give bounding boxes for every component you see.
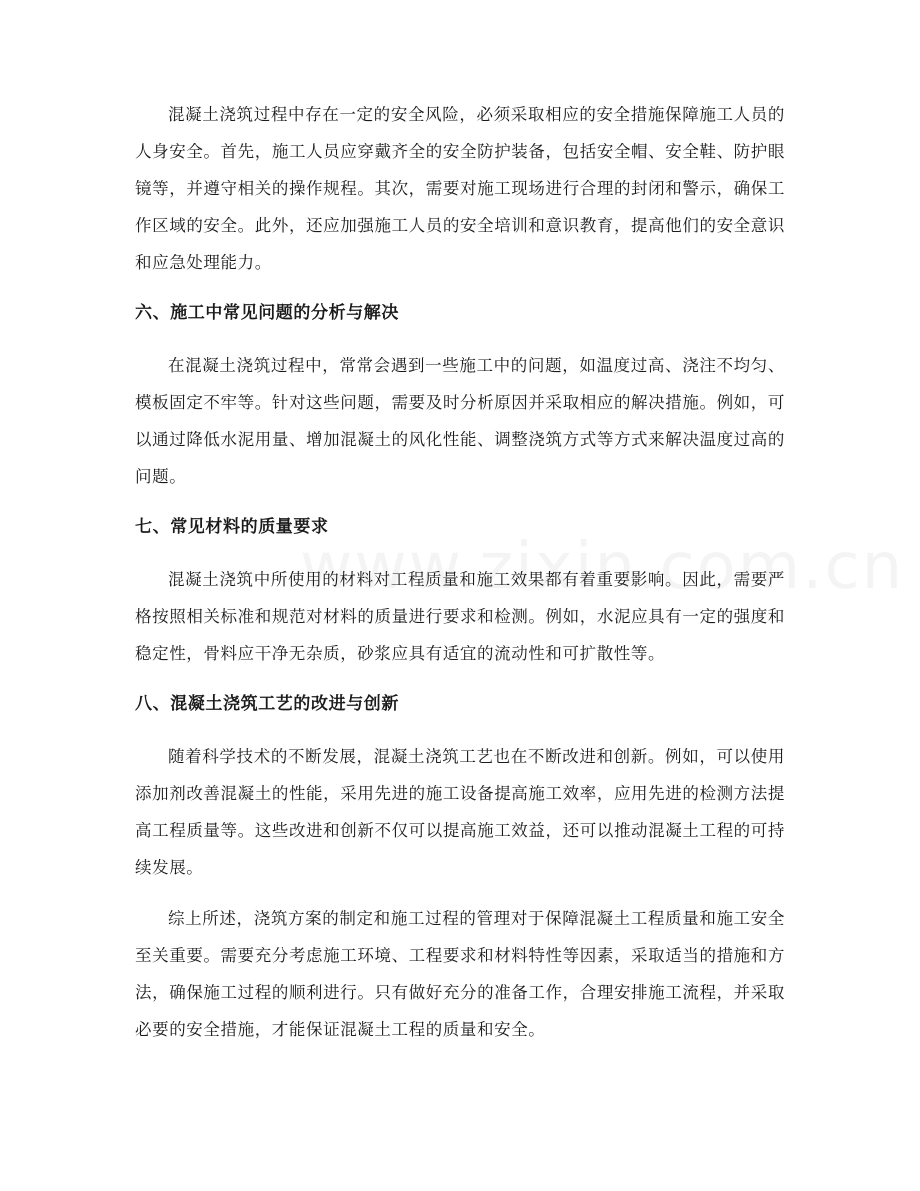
section-heading-6: 六、施工中常见问题的分析与解决 — [135, 303, 399, 323]
document-page — [135, 96, 785, 1048]
paragraph-common-problems: 在混凝土浇筑过程中，常常会遇到一些施工中的问题，如温度过高、浇注不均匀、模板固定不牢等。针对这些问题，需要及时分析原因并采取相应的解决措施。例如，可以通过降低水泥用量、增加混凝土的风化性能、调整浇筑方式等方式来解决温度过高的问题。 — [135, 356, 785, 486]
paragraph-process-innovation: 随着科学技术的不断发展，混凝土浇筑工艺也在不断改进和创新。例如，可以使用添加剂改善混凝土的性能，采用先进的施工设备提高施工效率，应用先进的检测方法提高工程质量等。这些改进和创新不仅可以提高施工效益，还可以推动混凝土工程的可持续发展。 — [135, 747, 785, 877]
section-heading-8: 八、混凝土浇筑工艺的改进与创新 — [135, 694, 399, 714]
paragraph-conclusion: 综上所述，浇筑方案的制定和施工过程的管理对于保障混凝土工程质量和施工安全至关重要。需要充分考虑施工环境、工程要求和材料特性等因素，采取适当的措施和方法，确保施工过程的顺利进行。只有做好充分的准备工作，合理安排施工流程，并采取必要的安全措施，才能保证混凝土工程的质量和安全。 — [135, 909, 785, 1039]
section-heading-7: 七、常见材料的质量要求 — [135, 517, 329, 537]
paragraph-material-quality: 混凝土浇筑中所使用的材料对工程质量和施工效果都有着重要影响。因此，需要严格按照相关标准和规范对材料的质量进行要求和检测。例如，水泥应具有一定的强度和稳定性，骨料应干净无杂质，砂浆应具有适宜的流动性和可扩散性等。 — [135, 570, 785, 663]
paragraph-safety-measures: 混凝土浇筑过程中存在一定的安全风险，必须采取相应的安全措施保障施工人员的人身安全。首先，施工人员应穿戴齐全的安全防护装备，包括安全帽、安全鞋、防护眼镜等，并遵守相关的操作规程。其次，需要对施工现场进行合理的封闭和警示，确保工作区域的安全。此外，还应加强施工人员的安全培训和意识教育，提高他们的安全意识和应急处理能力。 — [135, 105, 785, 272]
